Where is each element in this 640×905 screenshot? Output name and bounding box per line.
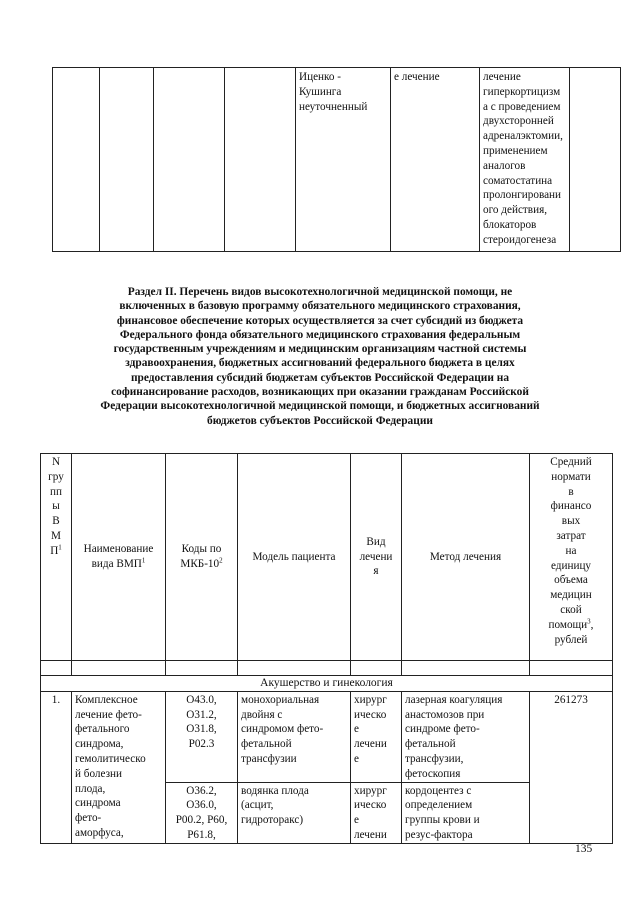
table-row [41,691,613,782]
table-section-row [41,676,613,692]
row-average-cost: 261273 [530,691,613,843]
header-average-cost: Средний нормати в финансо вых затрат на единицу объема медицин ской помощи$^3$, рублей [530,454,613,661]
row-treatment-type: хирург ическо е лечени е [351,691,402,782]
section-title: Раздел II. Перечень видов высокотехнологичной медицинской помощи, не включенных в базовую программу обязательного медицинского страхования, финансовое обеспечение которых осуществляется за счет субсидий из бюджета Федерального фонда обязательного медицинского страхования федеральным государственным учреждениям и медицинским организациям частной системы здравоохранения, бюджетных ассигнований федерального бюджета в целях предоставления субсидий бюджетам субъектов Российской Федерации на софинансирование расходов, возникающих при оказании гражданам Российской Федерации высокотехнологичной медицинской помощи, и бюджетных ассигнований бюджетов субъектов Российской Федерации [100,286,540,427]
table-header-row [41,454,613,661]
vmp-table [40,453,613,844]
section-name: Акушерство и гинекология [41,676,613,692]
cell-treatment-method: лечение гиперкортицизм а с проведением двухсторонней адреналэктомии, применением аналогов соматостатина пролонгировани ого действия, блокаторов стероидогенеза [480,68,570,252]
cell-treatment-type: е лечение [391,68,480,252]
row-vmp-name: Комплексное лечение фето- фетального синдрома, гемолитическо й болезни плода, синдрома фето- аморфуса, [72,691,166,843]
header-patient-model: Модель пациента [238,454,351,661]
cell-empty [154,68,225,252]
header-treatment-method: Метод лечения [402,454,530,661]
row-treatment-method: кордоцентез с определением группы крови и резус-фактора [402,782,530,843]
row-number: 1. [41,691,72,843]
page-number: 135 [575,843,593,855]
header-icd-codes: Коды по МКБ-$10^2$ [166,454,238,661]
cell-empty [53,68,100,252]
cell-empty [100,68,154,252]
row-treatment-method: лазерная коагуляция анастомозов при синдроме фето- фетальной трансфузии, фетоскопия [402,691,530,782]
row-patient-model: водянка плода (асцит, гидроторакс) [238,782,351,843]
row-icd-codes: O43.0, O31.2, O31.8, P02.3 [166,691,238,782]
header-vmp-name: Наименование вида ВМП$^1$ [72,454,166,661]
row-icd-codes: O36.2, O36.0, P00.2, P60, P61.8, [166,782,238,843]
row-patient-model: монохориальная двойня с синдромом фето- фетальной трансфузии [238,691,351,782]
cell-empty [225,68,296,252]
cell-patient-model: Иценко - Кушинга неуточненный [296,68,391,252]
header-treatment-type: Вид лечени я [351,454,402,661]
header-group-number: N гру пп ы В М $П^1$ [41,454,72,661]
continuation-row [53,68,621,252]
continuation-table [52,67,621,252]
row-treatment-type: хирург ическо е лечени [351,782,402,843]
cell-empty [570,68,621,252]
table-spacer-row [41,661,613,676]
